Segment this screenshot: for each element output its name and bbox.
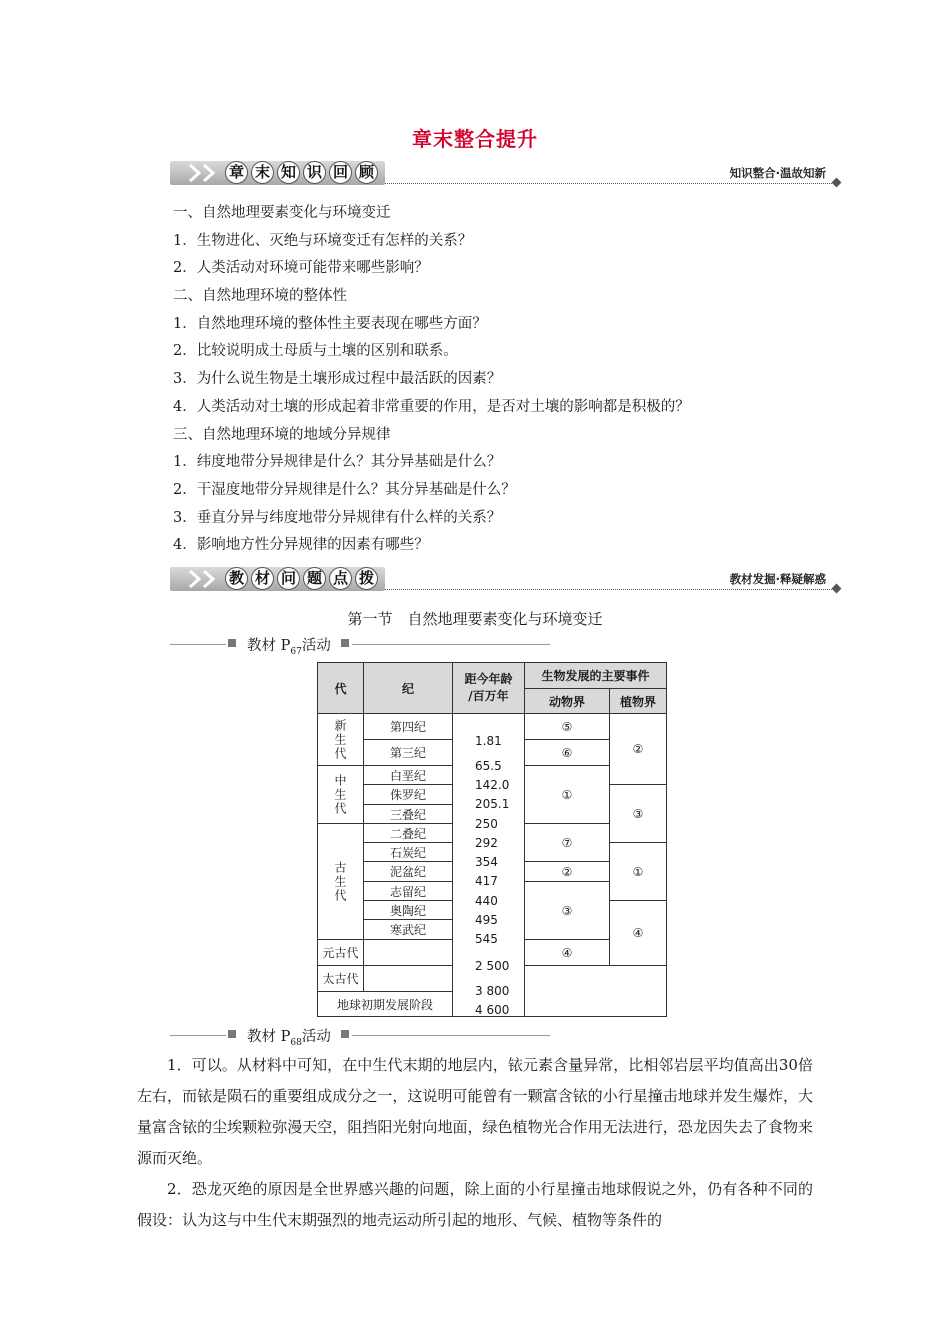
review-question: 1．生物进化、灭绝与环境变迁有怎样的关系？: [173, 233, 473, 249]
age-value: 205.1: [475, 797, 510, 811]
banner-char: 识: [303, 161, 326, 184]
period-cell: 志留纪: [363, 881, 453, 901]
diamond-icon: [832, 584, 842, 594]
banner-char: 题: [303, 567, 326, 590]
age-value: 292: [475, 836, 498, 850]
banner-char: 末: [251, 161, 274, 184]
animal-cell: ⑥: [524, 739, 610, 766]
header-period: 纪: [363, 662, 453, 714]
banner-tag: 知识整合·温故知新: [729, 166, 826, 180]
review-question: 3．为什么说生物是土壤形成过程中最活跃的因素？: [173, 371, 502, 387]
header-events: 生物发展的主要事件: [524, 662, 667, 689]
review-question: 2．人类活动对环境可能带来哪些影响？: [173, 260, 429, 276]
review-heading: 一、自然地理要素变化与环境变迁: [173, 205, 391, 221]
chevron-right-icon: [188, 163, 202, 183]
header-era: 代: [317, 662, 364, 714]
review-question: 3．垂直分异与纬度地带分异规律有什么样的关系？: [173, 510, 502, 526]
header-plant: 植物界: [609, 688, 667, 714]
age-value: 417: [475, 874, 498, 888]
early-stage: 地球初期发展阶段: [317, 991, 453, 1017]
chevron-right-icon: [202, 163, 216, 183]
age-value: 440: [475, 894, 498, 908]
review-question: 1．自然地理环境的整体性主要表现在哪些方面？: [173, 316, 487, 332]
review-question: 4．影响地方性分异规律的因素有哪些？: [173, 537, 429, 553]
divider: [352, 644, 550, 645]
square-icon: [341, 639, 349, 647]
geologic-time-table: [317, 662, 667, 1017]
age-value: 2 500: [475, 959, 510, 973]
era-mesozoic: 中生代: [317, 765, 364, 824]
banner-char: 拨: [355, 567, 378, 590]
banner-char: 材: [251, 567, 274, 590]
banner-char: 教: [225, 567, 248, 590]
square-icon: [228, 1030, 236, 1038]
plant-cell: ③: [609, 784, 667, 843]
plant-cell: ①: [609, 842, 667, 901]
empty-cell: [363, 939, 453, 966]
divider: [170, 644, 226, 645]
period-cell: 石炭纪: [363, 842, 453, 862]
period-cell: 奥陶纪: [363, 900, 453, 920]
era-paleozoic: 古生代: [317, 823, 364, 940]
banner-rule: [385, 589, 832, 590]
age-value: 545: [475, 932, 498, 946]
page-title: 章末整合提升: [412, 127, 538, 151]
plant-cell: ②: [609, 713, 667, 785]
section-banner-review: [170, 161, 840, 189]
header-age: 距今年龄 /百万年: [452, 662, 525, 714]
activity-text: 教材 $P_{67}$活动: [245, 634, 333, 657]
age-value: 142.0: [475, 778, 510, 792]
review-heading: 三、自然地理环境的地域分异规律: [173, 427, 391, 443]
animal-cell: ⑤: [524, 713, 610, 740]
age-value: 354: [475, 855, 498, 869]
chevron-right-icon: [202, 569, 216, 589]
banner-char: 回: [329, 161, 352, 184]
divider: [352, 1035, 550, 1036]
review-question: 2．比较说明成土母质与土壤的区别和联系。: [173, 343, 458, 359]
age-value: 65.5: [475, 759, 502, 773]
section-banner-textbook: [170, 567, 840, 595]
age-value: 495: [475, 913, 498, 927]
square-icon: [228, 639, 236, 647]
period-cell: 寒武纪: [363, 919, 453, 940]
animal-cell: ③: [524, 881, 610, 940]
activity-text: 教材 $P_{68}$活动: [245, 1025, 333, 1048]
period-cell: 泥盆纪: [363, 861, 453, 882]
period-cell: 第三纪: [363, 739, 453, 766]
banner-rule: [385, 183, 832, 184]
banner-title: [225, 567, 378, 590]
period-cell: 三叠纪: [363, 804, 453, 824]
period-cell: 侏罗纪: [363, 784, 453, 805]
banner-char: 章: [225, 161, 248, 184]
banner-char: 顾: [355, 161, 378, 184]
period-cell: 二叠纪: [363, 823, 453, 843]
animal-cell: ②: [524, 861, 610, 882]
animal-cell: ①: [524, 765, 610, 824]
plant-cell: ④: [609, 900, 667, 966]
age-value: 4 600: [475, 1003, 510, 1017]
age-value: 3 800: [475, 984, 510, 998]
period-cell: 第四纪: [363, 713, 453, 740]
era-archean: 太古代: [317, 965, 364, 992]
review-heading: 二、自然地理环境的整体性: [173, 288, 347, 304]
activity-label-2: [170, 1025, 550, 1048]
square-icon: [341, 1030, 349, 1038]
header-animal: 动物界: [524, 688, 610, 714]
section-title: 第一节 自然地理要素变化与环境变迁: [347, 610, 603, 628]
diamond-icon: [832, 178, 842, 188]
era-cenozoic: 新生代: [317, 713, 364, 766]
animal-cell: ⑦: [524, 823, 610, 862]
activity-label-1: [170, 634, 550, 657]
answer-paragraph: 2．恐龙灭绝的原因是全世界感兴趣的问题，除上面的小行星撞击地球假说之外，仍有各种不同的假设：认为这与中生代末期强烈的地壳运动所引起的地形、气候、植物等条件的: [137, 1180, 813, 1229]
age-value: 1.81: [475, 734, 502, 748]
banner-tag: 教材发掘·释疑解惑: [729, 572, 826, 586]
review-question: 4．人类活动对土壤的形成起着非常重要的作用，是否对土壤的影响都是积极的？: [173, 399, 690, 415]
review-question: 1．纬度地带分异规律是什么？其分异基础是什么？: [173, 454, 502, 470]
era-proterozoic: 元古代: [317, 939, 364, 966]
banner-char: 点: [329, 567, 352, 590]
period-cell: 白垩纪: [363, 765, 453, 785]
review-question: 2．干湿度地带分异规律是什么？其分异基础是什么？: [173, 482, 516, 498]
animal-cell: ④: [524, 939, 610, 966]
empty-cell: [524, 965, 667, 1017]
divider: [170, 1035, 226, 1036]
age-value: 250: [475, 817, 498, 831]
empty-cell: [363, 965, 453, 992]
banner-char: 问: [277, 567, 300, 590]
banner-char: 知: [277, 161, 300, 184]
answer-paragraph: 1．可以。从材料中可知，在中生代末期的地层内，铱元素含量异常，比相邻岩层平均值高出30倍左右，而铱是陨石的重要组成成分之一，这说明可能曾有一颗富含铱的小行星撞击地球并发生爆炸，大量富含铱的尘埃颗粒弥漫天空，阻挡阳光射向地面，绿色植物光合作用无法进行，恐龙因失去了食物来源而灭绝。: [137, 1056, 813, 1167]
chevron-right-icon: [188, 569, 202, 589]
banner-title: [225, 161, 378, 184]
